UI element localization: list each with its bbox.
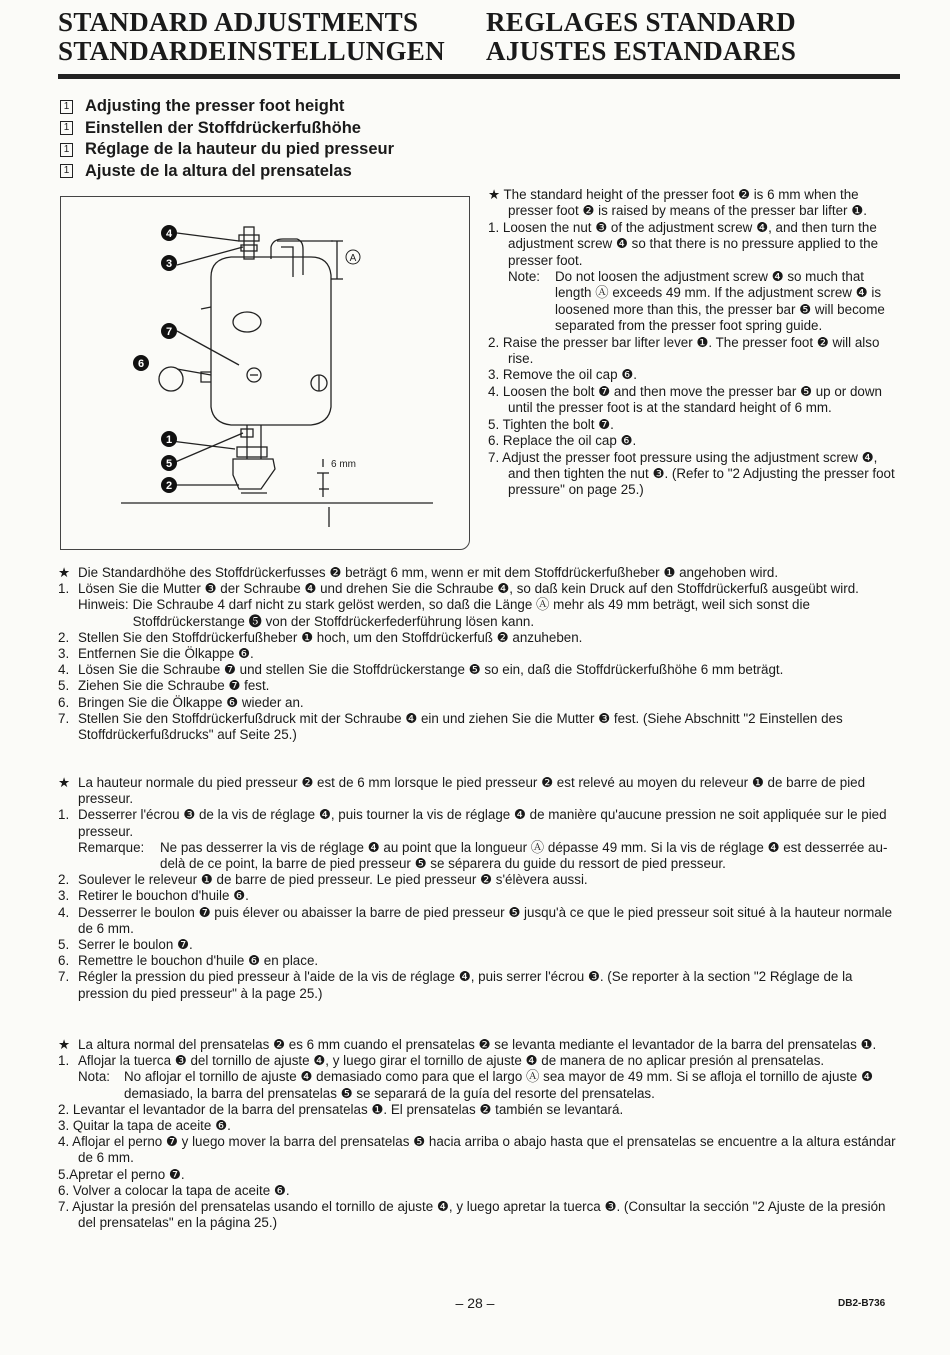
title-fr: REGLAGES STANDARD (486, 7, 796, 37)
title-en: STANDARD ADJUSTMENTS (58, 7, 419, 37)
es-note-label: Nota: (78, 1069, 111, 1085)
en-note (488, 269, 900, 335)
page-header (58, 8, 898, 66)
es-step-3: 3. Quitar la tapa de aceite ❻. (58, 1118, 231, 1134)
de-step-4: Lösen Sie die Schraube ❼ und stellen Sie die Stoffdrückerstange ❺ so ein, daß die Stoffdrückerfußhöhe 6 mm beträgt. (78, 662, 784, 678)
label-2: 2 (165, 480, 173, 492)
en-intro: ★ The standard height of the presser foot ❷ is 6 mm when the presser foot ❷ is raised by means of the presser bar lifter ❶. (488, 187, 867, 219)
fr-step-6: Remettre le bouchon d'huile ❻ en place. (78, 953, 319, 969)
fr-step-3: Retirer le bouchon d'huile ❻. (78, 888, 249, 904)
en-step-6: 6. Replace the oil cap ❻. (488, 433, 637, 449)
spanish-instructions: ★ La altura normal del prensatelas ❷ es 6 mm cuando el prensatelas ❷ se levanta mediante el levantador de la barra del prensatelas ❶. 1. Aflojar la tuerca ❸ del tornillo de ajuste ❹, y luego girar el tornillo de ajuste ❹ de manera de no aplicar presión al prensatelas. Nota: No aflojar el tornillo de ajuste ❹ demasiado como para que el largo Ⓐ sea mayor de 49 mm. Si se afloja el tornillo de ajuste ❹ demasiado, la barra del prensatelas ❺ se separará de la guía del resorte del prensatelas. 2. Levantar el levantador de la barra del prensatelas ❶. El prensatelas ❷ también se levantará. 3. Quitar la tapa de aceite ❻. 4. Aflojar el perno ❼ y luego mover la barra del prensatelas ❺ hacia arriba o abajo hasta que el prensatelas se encuentre a la altura estándar de 6 mm. 5.Apretar el perno ❼. 6. Volver a colocar la tapa de aceite ❻. 7. Ajustar la presión del prensatelas usando el tornillo de ajuste ❹, y luego apretar la tuerca ❸. (Consultar la sección "2 Ajuste de la presión del prensatelas" en la página 25.) (58, 1037, 900, 1231)
french-instructions: ★ La hauteur normale du pied presseur ❷ est de 6 mm lorsque le pied presseur ❷ est relevé au moyen du releveur ❶ de barre de pied presseur. 1. Desserrer l'écrou ❸ de la vis de réglage ❹, puis tourner la vis de réglage ❹ de manière qu'aucune pression ne soit appliquée sur le pied presseur. Remarque: Ne pas desserrer la vis de réglage ❹ au point que la longueur Ⓐ dépasse 49 mm. Si la vis de réglage ❹ est desserrée au-delà de ce point, la barre de pied presseur ❺ se séparera du guide du ressort de pied presseur. 2. Soulever le releveur ❶ de barre de pied presseur. Le pied presseur ❷ s'élèvera aussi. 3. Retirer le bouchon d'huile ❻. 4. Desserrer le boulon ❼ puis élever ou abaisser la barre de pied presseur ❺ jusqu'à ce que le pied presseur soit situé à la hauteur normale de 6 mm. 5. Serrer le boulon ❼. 6. Remettre le bouchon d'huile ❻ en place. 7. Régler la pression du pied presseur à l'aide de la vis de réglage ❹, puis serrer l'écrou ❸. (Se reporter à la section "2 Réglage de la pression du pied presseur" à la page 25.) (58, 775, 900, 1002)
en-step-3: 3. Remove the oil cap ❻. (488, 367, 637, 383)
en-step-4: 4. Loosen the bolt ❼ and then move the presser bar ❺ up or down until the presser foot is at the standard height of 6 mm. (488, 383, 882, 416)
de-step-3: Entfernen Sie die Ölkappe ❻. (78, 646, 254, 662)
section-number: 1 (60, 100, 73, 114)
section-title-en: Adjusting the presser foot height (85, 97, 345, 115)
de-step-2: Stellen Sie den Stoffdrückerfußheber ❶ hoch, um den Stoffdrückerfuß ❷ anzuheben. (78, 629, 583, 645)
german-instructions: ★ Die Standardhöhe des Stoffdrückerfusses ❷ beträgt 6 mm, wenn er mit dem Stoffdrückerfußheber ❶ angehoben wird. 1. Lösen Sie die Mutter ❸ der Schraube ❹ und drehen Sie die Schraube ❹, so daß kein Druck auf den Stoffdrückerfuß ausgeübt wird. Hinweis: Die Schraube 4 darf nicht zu stark gelöst werden, so daß die Länge Ⓐ mehr als 49 mm beträgt, weil sich sonst die Stoffdrückerstange ❺ von der Stoffdrückerfederführung lösen kann. 2. Stellen Sie den Stoffdrückerfußheber ❶ hoch, um den Stoffdrückerfuß ❷ anzuheben. 3. Entfernen Sie die Ölkappe ❻. 4. Lösen Sie die Schraube ❼ und stellen Sie die Stoffdrückerstange ❺ so ein, daß die Stoffdrückerfußhöhe 6 mm beträgt. 5. Ziehen Sie die Schraube ❼ fest. 6. Bringen Sie die Ölkappe ❻ wieder an. 7. Stellen Sie den Stoffdrückerfußdruck mit der Schraube ❹ ein und ziehen Sie die Mutter ❸ fest. (Siehe Abschnitt "2 Einstellen des Stoffdrückerfußdrucks" auf Seite 25.) (58, 565, 900, 743)
es-step-2: 2. Levantar el levantador de la barra del prensatelas ❶. El prensatelas ❷ también se levantará. (58, 1101, 624, 1117)
en-step-1: 1. Loosen the nut ❸ of the adjustment screw ❹, and then turn the adjustment screw ❹ so that there is no pressure applied to the presser foot. (488, 219, 879, 268)
fr-step-5: Serrer le boulon ❼. (78, 937, 193, 953)
en-note-text: Do not loosen the adjustment screw ❹ so much that length Ⓐ exceeds 49 mm. If the adjustment screw ❹ is loosened more than this, the presser bar ❺ will become separated from the presser foot spring guide. (555, 269, 885, 334)
es-intro: La altura normal del prensatelas ❷ es 6 mm cuando el prensatelas ❷ se levanta mediante el levantador de la barra del prensatelas ❶. (78, 1037, 877, 1052)
es-step-5: 5.Apretar el perno ❼. (58, 1166, 185, 1182)
en-step-2: 2. Raise the presser bar lifter lever ❶. The presser foot ❷ will also rise. (488, 334, 880, 367)
label-1: 1 (165, 434, 173, 446)
fr-step-7: Régler la pression du pied presseur à l'aide de la vis de réglage ❹, puis serrer l'écrou ❸. (Se reporter à la section "2 Réglage de la pression du pied presseur" à la page 25.) (78, 969, 853, 1001)
fr-step-1: Desserrer l'écrou ❸ de la vis de réglage ❹, puis tourner la vis de réglage ❹ de manière qu'aucune pression ne soit appliquée sur le pied presseur. (78, 807, 887, 839)
label-7: 7 (165, 326, 173, 338)
illustration-box (60, 196, 470, 550)
section-title-fr: Réglage de la hauteur du pied presseur (85, 140, 394, 158)
title-de: STANDARDEINSTELLUNGEN (58, 36, 445, 66)
fr-step-2: Soulever le releveur ❶ de barre de pied presseur. Le pied presseur ❷ s'élèvera aussi. (78, 872, 588, 888)
label-3: 3 (165, 258, 173, 270)
sewing-head-diagram (61, 197, 469, 549)
fr-note-label: Remarque: (78, 839, 145, 855)
section-number: 1 (60, 143, 73, 157)
de-step-6: Bringen Sie die Ölkappe ❻ wieder an. (78, 694, 304, 710)
fr-step-4: Desserrer le boulon ❼ puis élever ou abaisser la barre de pied presseur ❺ jusqu'à ce que le pied presseur soit situé à la hauteur normale de 6 mm. (78, 904, 893, 936)
en-step-5: 5. Tighten the bolt ❼. (488, 416, 614, 432)
section-number: 1 (60, 121, 73, 135)
de-step-1: Lösen Sie die Mutter ❸ der Schraube ❹ und drehen Sie die Schraube ❹, so daß kein Druck auf den Stoffdrückerfuß ausgeübt wird. (78, 581, 859, 597)
de-step-5: Ziehen Sie die Schraube ❼ fest. (78, 678, 270, 694)
document-code: DB2-B736 (838, 1298, 886, 1309)
de-intro: Die Standardhöhe des Stoffdrückerfusses ❷ beträgt 6 mm, wenn er mit dem Stoffdrückerfußheber ❶ angehoben wird. (78, 565, 779, 580)
header-rule (58, 74, 900, 79)
de-step-7: Stellen Sie den Stoffdrückerfußdruck mit der Schraube ❹ ein und ziehen Sie die Mutter ❸ fest. (Siehe Abschnitt "2 Einstellen des Stoffdrückerfußdrucks" auf Seite 25.) (78, 710, 843, 743)
title-es: AJUSTES ESTANDARES (486, 36, 797, 66)
english-instructions (488, 187, 900, 499)
en-step-7: 7. Adjust the presser foot pressure using the adjustment screw ❹, and then tighten the nut ❸. (Refer to "2 Adjusting the presser foot pressure" on page 25.) (488, 449, 895, 498)
de-note-label: Hinweis: (78, 597, 129, 613)
es-step-6: 6. Volver a colocar la tapa de aceite ❻. (58, 1182, 290, 1198)
es-note-text: No aflojar el tornillo de ajuste ❹ demasiado como para que el largo Ⓐ sea mayor de 49 mm. Si se afloja el tornillo de ajuste ❹ demasiado, la barra del prensatelas ❺ se separará de la guía del resorte del prensatelas. (124, 1069, 873, 1101)
dimension-6mm: 6 mm (331, 459, 356, 470)
fr-note-text: Ne pas desserrer la vis de réglage ❹ au point que la longueur Ⓐ dépasse 49 mm. Si la vis de réglage ❹ est desserrée au-delà de ce point, la barre de pied presseur ❺ se séparera du guide du ressort de pied presseur. (160, 839, 888, 872)
section-title-de: Einstellen der Stoffdrückerfußhöhe (85, 118, 361, 137)
label-5: 5 (165, 458, 173, 470)
page-number: – 28 – (455, 1295, 495, 1311)
es-step-1: Aflojar la tuerca ❸ del tornillo de ajuste ❹, y luego girar el tornillo de ajuste ❹ de manera de no aplicar presión al prensatelas. (78, 1053, 825, 1069)
section-title-es: Ajuste de la altura del prensatelas (85, 161, 352, 180)
fr-intro: La hauteur normale du pied presseur ❷ est de 6 mm lorsque le pied presseur ❷ est relevé au moyen du releveur ❶ de barre de pied presseur. (78, 775, 866, 807)
en-note-label: Note: (508, 269, 541, 285)
label-a: A (349, 253, 357, 264)
label-6: 6 (137, 358, 145, 370)
section-titles (60, 96, 394, 182)
es-step-4: 4. Aflojar el perno ❼ y luego mover la barra del prensatelas ❺ hacia arriba o abajo hasta que el prensatelas se encuentre a la altura estándar de 6 mm. (58, 1134, 896, 1166)
es-step-7: 7. Ajustar la presión del prensatelas usando el tornillo de ajuste ❹, y luego apretar la tuerca ❸. (Consultar la sección "2 Ajuste de la presión del prensatelas" en la página 25.) (58, 1199, 886, 1231)
de-note-text: Die Schraube 4 darf nicht zu stark gelöst werden, so daß die Länge Ⓐ mehr als 49 mm beträgt, weil sich sonst die Stoffdrückerstange ❺ von der Stoffdrückerfederführung lösen kann. (132, 597, 810, 629)
section-number: 1 (60, 164, 73, 178)
label-4: 4 (165, 228, 173, 240)
